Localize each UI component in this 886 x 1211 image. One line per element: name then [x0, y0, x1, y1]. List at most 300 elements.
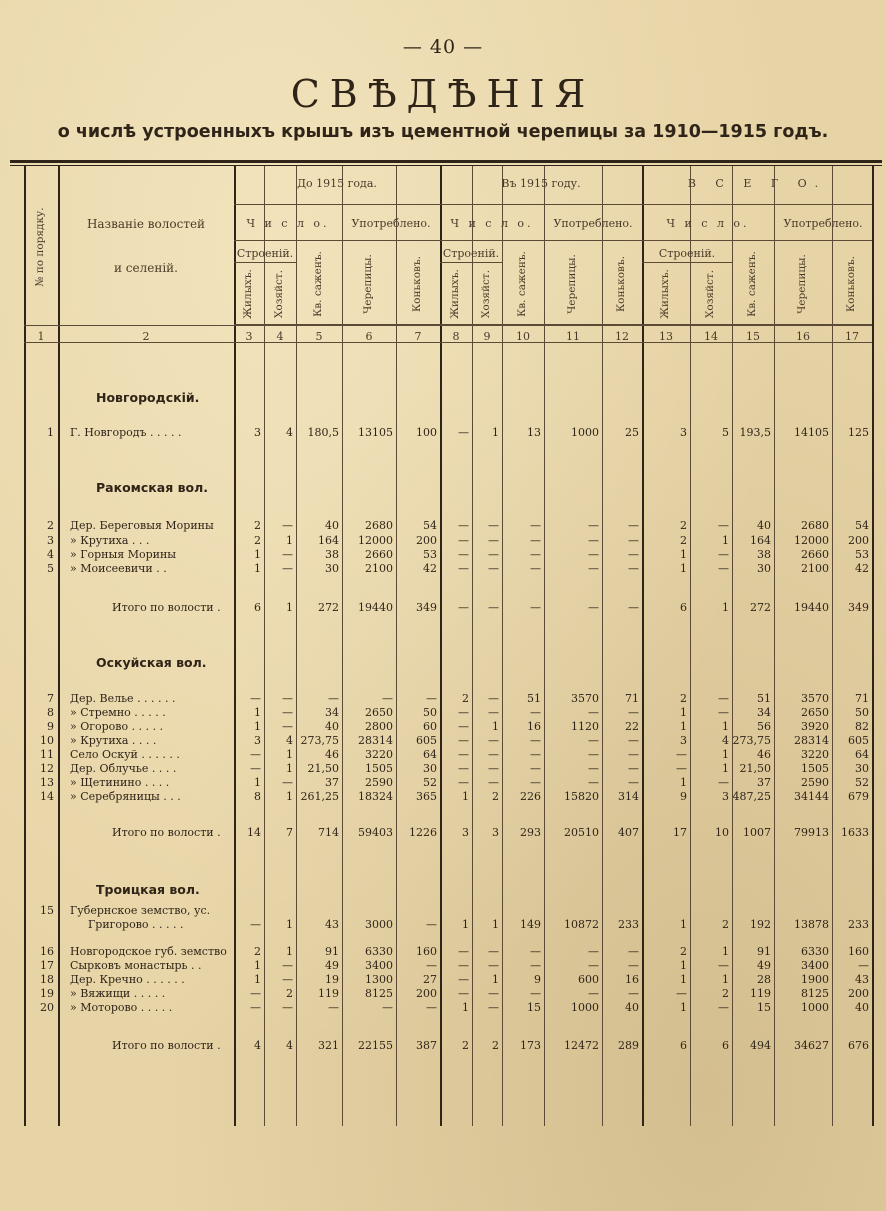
row-5-cell-7: 42 [423, 562, 437, 575]
row-14-cell-12: 314 [618, 790, 639, 803]
row-15-cell-8: 1 [462, 918, 469, 931]
row-number: 13 [40, 776, 54, 789]
row-9-cell-12: 22 [625, 720, 639, 733]
document-title: СВѢДѢНІЯ [290, 72, 596, 116]
total-3-cell-16: 79913 [794, 826, 829, 839]
row-1-cell-17: 125 [848, 426, 869, 439]
row-name: » Крутиха . . . . [70, 734, 157, 747]
header-rule-stroeniy [440, 262, 502, 263]
row-7-cell-6: — [382, 692, 393, 705]
row-2-cell-4: — [282, 519, 293, 532]
row-17-cell-9: — [488, 959, 499, 972]
row-16-cell-8: — [458, 945, 469, 958]
row-11-cell-5: 46 [325, 748, 339, 761]
sub-header-1-4: Черепицы. [362, 254, 374, 314]
row-3-cell-15: 164 [750, 534, 771, 547]
sub-header-1-2: Хозяйст. [273, 269, 285, 319]
row-7-cell-14: — [718, 692, 729, 705]
row-13-cell-5: 37 [325, 776, 339, 789]
row-5-cell-14: — [718, 562, 729, 575]
row-number: 8 [47, 706, 54, 719]
row-number: 18 [40, 973, 54, 986]
row-8-cell-17: 50 [855, 706, 869, 719]
row-number: 15 [40, 904, 54, 917]
row-11-cell-4: 1 [286, 748, 293, 761]
row-12-cell-3: — [250, 762, 261, 775]
header-rule-stroeniy [642, 262, 732, 263]
row-16-cell-3: 2 [254, 945, 261, 958]
row-name: » Стремно . . . . . [70, 706, 166, 719]
row-10-cell-4: 4 [286, 734, 293, 747]
row-7-cell-7: — [426, 692, 437, 705]
sub-header-1-5: Коньковъ. [411, 256, 423, 312]
row-13-cell-15: 37 [757, 776, 771, 789]
row-14-cell-17: 679 [848, 790, 869, 803]
column-number-4: 4 [276, 330, 284, 343]
row-1-cell-15: 193,5 [739, 426, 771, 439]
total-3-cell-13: 17 [673, 826, 687, 839]
row-14-cell-7: 365 [416, 790, 437, 803]
row-4-cell-16: 2660 [801, 548, 829, 561]
row-number: 1 [47, 426, 54, 439]
row-3-cell-10: — [530, 534, 541, 547]
row-3-cell-7: 200 [416, 534, 437, 547]
row-3-cell-14: 1 [722, 534, 729, 547]
row-15-cell-7: — [426, 918, 437, 931]
sub-header-3-2: Хозяйст. [704, 269, 716, 319]
row-number: 4 [47, 548, 54, 561]
row-19-cell-14: 2 [722, 987, 729, 1000]
row-9-cell-7: 60 [423, 720, 437, 733]
row-number: 7 [47, 692, 54, 705]
row-16-cell-14: 1 [722, 945, 729, 958]
row-15-cell-13: 1 [680, 918, 687, 931]
row-9-cell-14: 1 [722, 720, 729, 733]
row-number: 19 [40, 987, 54, 1000]
total-4-cell-10: 173 [520, 1039, 541, 1052]
row-number-header: № по порядку. [34, 207, 46, 287]
row-2-cell-12: — [628, 519, 639, 532]
sub-header-2-3: Кв. саженъ. [516, 251, 528, 317]
sub-header-2-4: Черепицы. [566, 254, 578, 314]
row-name: » Моторово . . . . . [70, 1001, 173, 1014]
row-8-cell-16: 2650 [801, 706, 829, 719]
total-4-cell-11: 12472 [564, 1039, 599, 1052]
row-8-cell-6: 2650 [365, 706, 393, 719]
row-11-cell-11: — [588, 748, 599, 761]
header-rule-groups [234, 204, 872, 205]
total-4-cell-13: 6 [680, 1039, 687, 1052]
column-number-17: 17 [845, 330, 859, 343]
row-4-cell-13: 1 [680, 548, 687, 561]
row-16-cell-5: 91 [325, 945, 339, 958]
row-8-cell-14: — [718, 706, 729, 719]
row-15-cell-12: 233 [618, 918, 639, 931]
section-title: Ракомская вол. [96, 480, 208, 495]
row-16-cell-13: 2 [680, 945, 687, 958]
row-15-cell-10: 149 [520, 918, 541, 931]
row-number: 3 [47, 534, 54, 547]
row-20-cell-11: 1000 [571, 1001, 599, 1014]
total-3-cell-12: 407 [618, 826, 639, 839]
column-number-9: 9 [483, 330, 491, 343]
row-9-cell-9: 1 [492, 720, 499, 733]
row-9-cell-11: 1120 [571, 720, 599, 733]
upotrebleno-header-3: Употреблено. [783, 217, 863, 230]
row-8-cell-5: 34 [325, 706, 339, 719]
row-3-cell-12: — [628, 534, 639, 547]
total-2-cell-12: — [628, 601, 639, 614]
row-16-cell-11: — [588, 945, 599, 958]
row-4-cell-14: — [718, 548, 729, 561]
row-17-cell-7: — [426, 959, 437, 972]
total-3-cell-4: 7 [286, 826, 293, 839]
row-10-cell-12: — [628, 734, 639, 747]
column-number-2: 2 [142, 330, 150, 343]
row-11-cell-13: — [676, 748, 687, 761]
row-5-cell-6: 2100 [365, 562, 393, 575]
row-11-cell-10: — [530, 748, 541, 761]
total-4-cell-6: 22155 [358, 1039, 393, 1052]
row-3-cell-5: 164 [318, 534, 339, 547]
total-4-cell-17: 676 [848, 1039, 869, 1052]
row-13-cell-9: — [488, 776, 499, 789]
section-total-label: Итого по волости . [112, 826, 221, 839]
row-10-cell-8: — [458, 734, 469, 747]
row-4-cell-15: 38 [757, 548, 771, 561]
row-name: » Серебряницы . . . [70, 790, 181, 803]
total-2-cell-4: 1 [286, 601, 293, 614]
row-19-cell-5: 119 [318, 987, 339, 1000]
row-19-cell-4: 2 [286, 987, 293, 1000]
stroeniy-header-1: Строеній. [236, 247, 294, 260]
row-18-cell-17: 43 [855, 973, 869, 986]
row-14-cell-8: 1 [462, 790, 469, 803]
row-17-cell-4: — [282, 959, 293, 972]
sub-header-3-3: Кв. саженъ. [746, 251, 758, 317]
row-20-cell-9: — [488, 1001, 499, 1014]
row-13-cell-17: 52 [855, 776, 869, 789]
row-14-cell-4: 1 [286, 790, 293, 803]
row-4-cell-12: — [628, 548, 639, 561]
row-number: 9 [47, 720, 54, 733]
total-3-cell-10: 293 [520, 826, 541, 839]
row-7-cell-15: 51 [757, 692, 771, 705]
row-4-cell-17: 53 [855, 548, 869, 561]
row-3-cell-16: 12000 [794, 534, 829, 547]
row-number: 14 [40, 790, 54, 803]
row-11-cell-12: — [628, 748, 639, 761]
row-17-cell-13: 1 [680, 959, 687, 972]
row-12-cell-4: 1 [286, 762, 293, 775]
row-14-cell-6: 18324 [358, 790, 393, 803]
name-header-line2: и селеній. [113, 261, 178, 275]
total-2-cell-6: 19440 [358, 601, 393, 614]
row-14-cell-11: 15820 [564, 790, 599, 803]
row-20-cell-13: 1 [680, 1001, 687, 1014]
row-14-cell-3: 8 [254, 790, 261, 803]
row-20-cell-14: — [718, 1001, 729, 1014]
document-subtitle: о числѣ устроенныхъ крышъ изъ цементной черепицы за 1910—1915 годъ. [57, 122, 829, 142]
column-number-8: 8 [452, 330, 460, 343]
row-10-cell-10: — [530, 734, 541, 747]
row-number: 12 [40, 762, 54, 775]
row-17-cell-6: 3400 [365, 959, 393, 972]
row-3-cell-13: 2 [680, 534, 687, 547]
row-7-cell-10: 51 [527, 692, 541, 705]
row-2-cell-10: — [530, 519, 541, 532]
row-10-cell-7: 605 [416, 734, 437, 747]
row-15-cell-3: — [250, 918, 261, 931]
row-15-cell-6: 3000 [365, 918, 393, 931]
row-14-cell-13: 9 [680, 790, 687, 803]
total-4-cell-4: 4 [286, 1039, 293, 1052]
row-5-cell-3: 1 [254, 562, 261, 575]
row-11-cell-6: 3220 [365, 748, 393, 761]
row-7-cell-16: 3570 [801, 692, 829, 705]
row-1-cell-16: 14105 [794, 426, 829, 439]
row-5-cell-12: — [628, 562, 639, 575]
row-19-cell-13: — [676, 987, 687, 1000]
row-5-cell-13: 1 [680, 562, 687, 575]
row-1-cell-12: 25 [625, 426, 639, 439]
row-number: 11 [40, 748, 54, 761]
row-4-cell-3: 1 [254, 548, 261, 561]
row-8-cell-11: — [588, 706, 599, 719]
row-20-cell-3: — [250, 1001, 261, 1014]
row-13-cell-8: — [458, 776, 469, 789]
total-3-cell-3: 14 [247, 826, 261, 839]
total-3-cell-8: 3 [462, 826, 469, 839]
row-12-cell-13: — [676, 762, 687, 775]
group-header-1: До 1915 года. [297, 177, 377, 190]
row-number: 20 [40, 1001, 54, 1014]
row-18-cell-11: 600 [578, 973, 599, 986]
row-2-cell-13: 2 [680, 519, 687, 532]
row-5-cell-16: 2100 [801, 562, 829, 575]
total-4-cell-8: 2 [462, 1039, 469, 1052]
row-18-cell-3: 1 [254, 973, 261, 986]
row-19-cell-3: — [250, 987, 261, 1000]
row-13-cell-3: 1 [254, 776, 261, 789]
column-number-5: 5 [315, 330, 323, 343]
row-name: Дер. Велье . . . . . . [70, 692, 176, 705]
row-5-cell-10: — [530, 562, 541, 575]
row-12-cell-8: — [458, 762, 469, 775]
row-1-cell-5: 180,5 [307, 426, 339, 439]
section-total-label: Итого по волости . [112, 1039, 221, 1052]
row-5-cell-15: 30 [757, 562, 771, 575]
row-12-cell-5: 21,50 [307, 762, 339, 775]
row-11-cell-8: — [458, 748, 469, 761]
row-10-cell-9: — [488, 734, 499, 747]
row-11-cell-16: 3220 [801, 748, 829, 761]
row-4-cell-8: — [458, 548, 469, 561]
section-title: Оскуйская вол. [96, 655, 207, 670]
row-7-cell-5: — [328, 692, 339, 705]
total-4-cell-15: 494 [750, 1039, 771, 1052]
row-12-cell-15: 21,50 [739, 762, 771, 775]
row-18-cell-10: 9 [534, 973, 541, 986]
row-8-cell-3: 1 [254, 706, 261, 719]
total-2-cell-7: 349 [416, 601, 437, 614]
row-8-cell-12: — [628, 706, 639, 719]
total-3-cell-5: 714 [318, 826, 339, 839]
group-header-2: Въ 1915 году. [501, 177, 581, 190]
total-4-cell-16: 34627 [794, 1039, 829, 1052]
row-number: 17 [40, 959, 54, 972]
row-18-cell-4: — [282, 973, 293, 986]
row-20-cell-4: — [282, 1001, 293, 1014]
row-name: Дер. Кречно . . . . . . [70, 973, 185, 986]
total-3-cell-17: 1633 [841, 826, 869, 839]
row-14-cell-9: 2 [492, 790, 499, 803]
row-12-cell-12: — [628, 762, 639, 775]
row-1-cell-9: 1 [492, 426, 499, 439]
row-16-cell-4: 1 [286, 945, 293, 958]
row-2-cell-9: — [488, 519, 499, 532]
row-2-cell-7: 54 [423, 519, 437, 532]
column-number-14: 14 [704, 330, 718, 343]
sub-header-1-3: Кв. саженъ. [312, 251, 324, 317]
top-rule-thick [10, 160, 882, 163]
row-10-cell-15: 273,75 [732, 734, 771, 747]
row-4-cell-5: 38 [325, 548, 339, 561]
row-16-cell-17: 160 [848, 945, 869, 958]
row-14-cell-14: 3 [722, 790, 729, 803]
total-2-cell-11: — [588, 601, 599, 614]
row-name: Дер. Облучье . . . . [70, 762, 177, 775]
row-2-cell-8: — [458, 519, 469, 532]
row-15-cell-17: 233 [848, 918, 869, 931]
row-20-cell-17: 40 [855, 1001, 869, 1014]
column-number-7: 7 [414, 330, 422, 343]
total-4-cell-7: 387 [416, 1039, 437, 1052]
row-11-cell-14: 1 [722, 748, 729, 761]
row-12-cell-17: 30 [855, 762, 869, 775]
row-name: » Моисеевичи . . [70, 562, 167, 575]
row-15-cell-15: 192 [750, 918, 771, 931]
row-19-cell-12: — [628, 987, 639, 1000]
row-2-cell-5: 40 [325, 519, 339, 532]
row-20-cell-10: 15 [527, 1001, 541, 1014]
section-total-label: Итого по волости . [112, 601, 221, 614]
group-header-3: В С Е Г О. [687, 177, 827, 190]
row-7-cell-11: 3570 [571, 692, 599, 705]
total-2-cell-5: 272 [318, 601, 339, 614]
header-rule-chislo [234, 240, 872, 241]
row-12-cell-14: 1 [722, 762, 729, 775]
row-3-cell-6: 12000 [358, 534, 393, 547]
row-18-cell-8: — [458, 973, 469, 986]
row-3-cell-17: 200 [848, 534, 869, 547]
row-10-cell-3: 3 [254, 734, 261, 747]
column-number-10: 10 [516, 330, 530, 343]
row-5-cell-8: — [458, 562, 469, 575]
section-title: Троицкая вол. [96, 882, 200, 897]
row-19-cell-11: — [588, 987, 599, 1000]
row-2-cell-15: 40 [757, 519, 771, 532]
row-13-cell-11: — [588, 776, 599, 789]
row-1-cell-6: 13105 [358, 426, 393, 439]
row-12-cell-7: 30 [423, 762, 437, 775]
row-7-cell-13: 2 [680, 692, 687, 705]
row-3-cell-4: 1 [286, 534, 293, 547]
sub-header-2-2: Хозяйст. [480, 269, 492, 319]
row-number: 2 [47, 519, 54, 532]
row-name-cont: Григорово . . . . . [88, 918, 184, 931]
column-number-1: 1 [37, 330, 45, 343]
row-1-cell-14: 5 [722, 426, 729, 439]
row-5-cell-17: 42 [855, 562, 869, 575]
row-10-cell-16: 28314 [794, 734, 829, 747]
chislo-header-1: Ч и с л о. [246, 217, 330, 230]
row-9-cell-10: 16 [527, 720, 541, 733]
row-20-cell-15: 15 [757, 1001, 771, 1014]
total-4-cell-14: 6 [722, 1039, 729, 1052]
total-3-cell-6: 59403 [358, 826, 393, 839]
row-4-cell-7: 53 [423, 548, 437, 561]
row-13-cell-14: — [718, 776, 729, 789]
column-number-6: 6 [365, 330, 373, 343]
row-name: Сырковъ монастырь . . [70, 959, 202, 972]
row-8-cell-9: — [488, 706, 499, 719]
row-3-cell-8: — [458, 534, 469, 547]
row-20-cell-5: — [328, 1001, 339, 1014]
name-header-line1: Названіе волостей [86, 217, 206, 231]
row-name: » Щетинино . . . . [70, 776, 170, 789]
row-19-cell-6: 8125 [365, 987, 393, 1000]
row-4-cell-4: — [282, 548, 293, 561]
row-9-cell-4: — [282, 720, 293, 733]
row-number: 5 [47, 562, 54, 575]
row-7-cell-12: 71 [625, 692, 639, 705]
row-15-cell-9: 1 [492, 918, 499, 931]
total-3-cell-9: 3 [492, 826, 499, 839]
row-19-cell-7: 200 [416, 987, 437, 1000]
row-14-cell-16: 34144 [794, 790, 829, 803]
total-3-cell-11: 20510 [564, 826, 599, 839]
row-number: 10 [40, 734, 54, 747]
row-16-cell-10: — [530, 945, 541, 958]
column-rule [58, 166, 60, 1126]
row-7-cell-9: — [488, 692, 499, 705]
row-9-cell-15: 56 [757, 720, 771, 733]
row-8-cell-4: — [282, 706, 293, 719]
row-10-cell-6: 28314 [358, 734, 393, 747]
row-14-cell-15: 487,25 [732, 790, 771, 803]
row-4-cell-10: — [530, 548, 541, 561]
row-4-cell-9: — [488, 548, 499, 561]
row-1-cell-8: — [458, 426, 469, 439]
row-16-cell-6: 6330 [365, 945, 393, 958]
row-17-cell-16: 3400 [801, 959, 829, 972]
row-19-cell-9: — [488, 987, 499, 1000]
row-20-cell-8: 1 [462, 1001, 469, 1014]
row-11-cell-3: — [250, 748, 261, 761]
row-18-cell-14: 1 [722, 973, 729, 986]
sub-header-2-5: Коньковъ. [615, 256, 627, 312]
row-19-cell-15: 119 [750, 987, 771, 1000]
sub-header-1-1: Жилыхъ. [242, 269, 254, 319]
total-4-cell-9: 2 [492, 1039, 499, 1052]
row-19-cell-8: — [458, 987, 469, 1000]
chislo-header-2: Ч и с л о. [450, 217, 534, 230]
row-18-cell-13: 1 [680, 973, 687, 986]
row-14-cell-5: 261,25 [300, 790, 339, 803]
row-name: Дер. Береговыя Морины [70, 519, 214, 532]
row-13-cell-16: 2590 [801, 776, 829, 789]
